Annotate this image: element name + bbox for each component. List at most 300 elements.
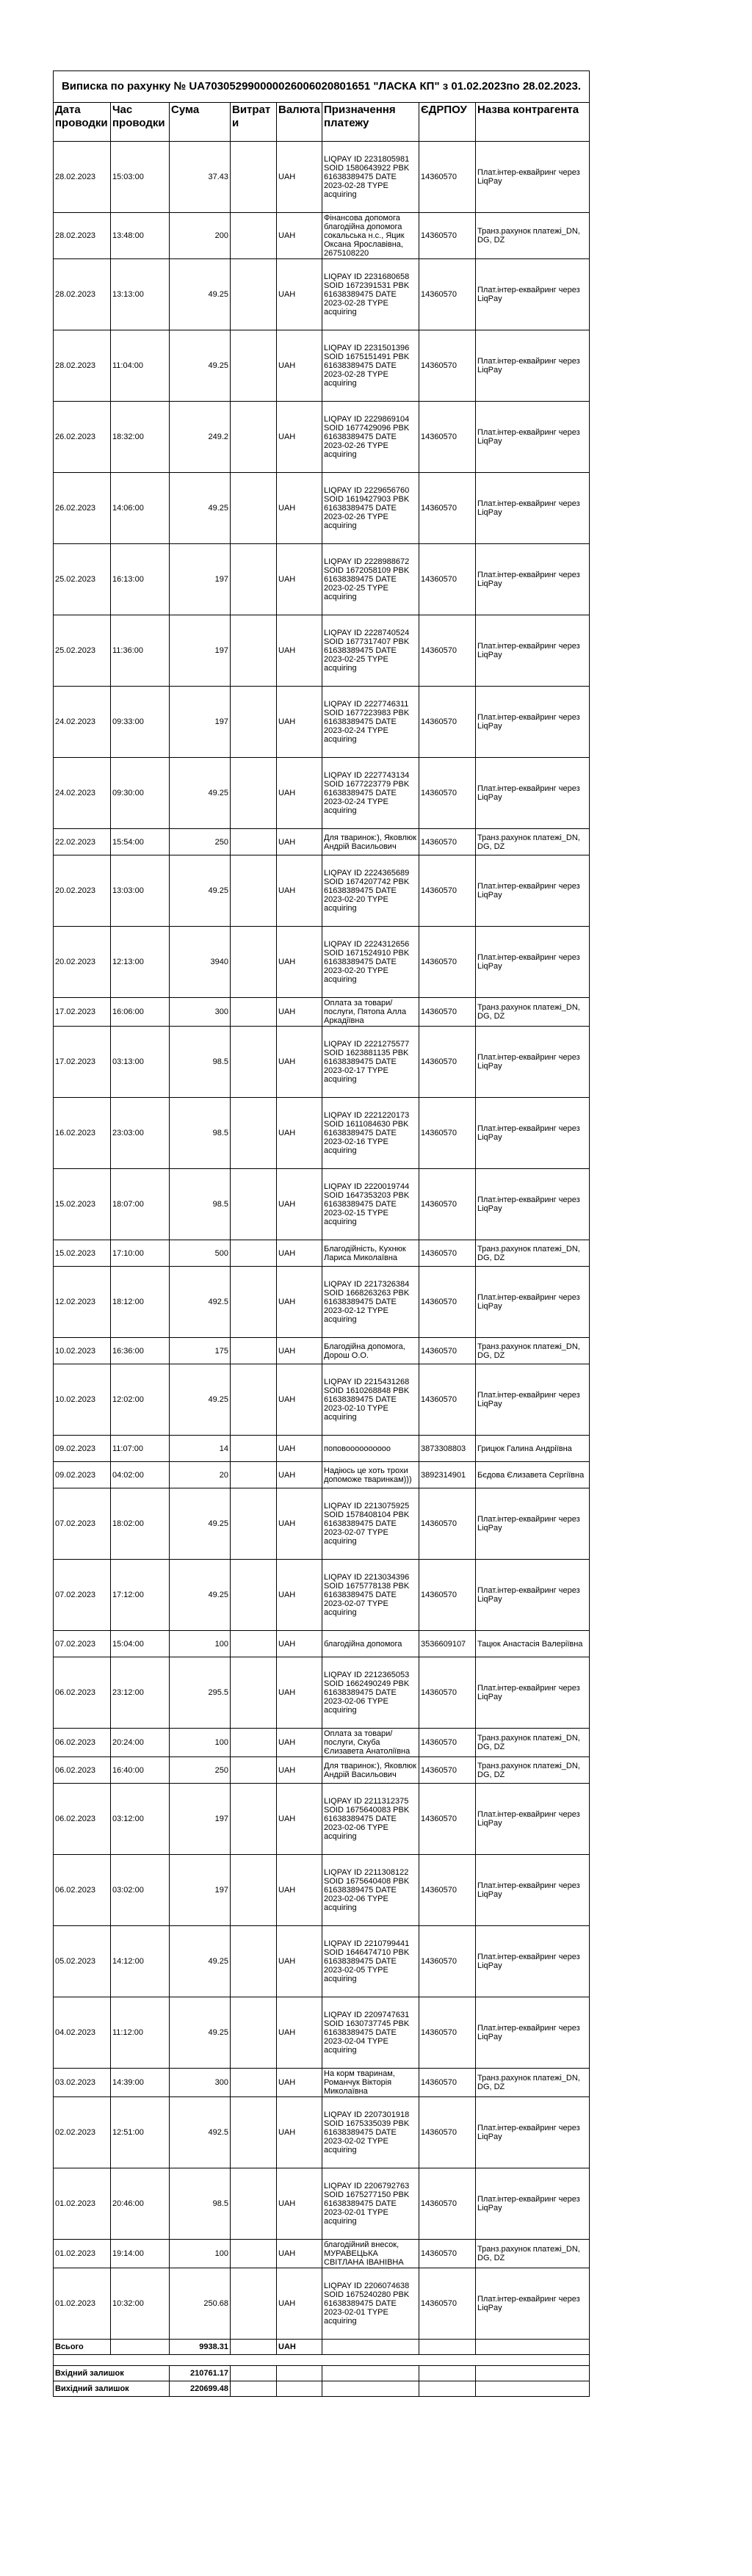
- cell-edrpou: 14360570: [419, 2069, 476, 2097]
- cell-expense: [231, 2097, 277, 2168]
- cell-edrpou: 14360570: [419, 1784, 476, 1855]
- cell-purpose: LIQPAY ID 2211312375 SOID 1675640083 PBK 61638389475 DATE 2023-02-06 TYPE acquiring: [322, 1784, 419, 1855]
- cell-time: 15:54:00: [111, 829, 170, 855]
- cell-expense: [231, 758, 277, 829]
- cell-currency: UAH: [277, 1169, 322, 1240]
- cell-time: 03:02:00: [111, 1855, 170, 1926]
- closing-balance-value: 220699.48: [170, 2381, 231, 2397]
- table-row: [54, 927, 590, 998]
- balance-empty: [476, 2366, 590, 2381]
- cell-date: 17.02.2023: [54, 998, 111, 1027]
- cell-counterparty: Плат.інтер-еквайринг через LiqPay: [476, 615, 590, 687]
- cell-purpose: LIQPAY ID 2210799441 SOID 1646474710 PBK 61638389475 DATE 2023-02-05 TYPE acquiring: [322, 1926, 419, 1997]
- cell-counterparty: Плат.інтер-еквайринг через LiqPay: [476, 544, 590, 615]
- cell-expense: [231, 402, 277, 473]
- cell-amount: 500: [170, 1240, 231, 1267]
- cell-date: 06.02.2023: [54, 1855, 111, 1926]
- col-header-currency: Валюта: [277, 103, 322, 142]
- cell-expense: [231, 330, 277, 402]
- table-row: [54, 1855, 590, 1926]
- cell-purpose: Надіюсь це хоть трохи допоможе тваринкам))): [322, 1462, 419, 1488]
- cell-amount: 197: [170, 1784, 231, 1855]
- cell-amount: 49.25: [170, 1926, 231, 1997]
- cell-expense: [231, 1997, 277, 2069]
- cell-edrpou: 14360570: [419, 1657, 476, 1729]
- cell-edrpou: 14360570: [419, 615, 476, 687]
- cell-counterparty: Плат.інтер-еквайринг через LiqPay: [476, 330, 590, 402]
- cell-date: 28.02.2023: [54, 259, 111, 330]
- cell-purpose: Благодійна допомога, Дорош О.О.: [322, 1338, 419, 1364]
- cell-time: 16:40:00: [111, 1757, 170, 1784]
- cell-expense: [231, 1027, 277, 1098]
- cell-expense: [231, 1560, 277, 1631]
- cell-time: 16:36:00: [111, 1338, 170, 1364]
- cell-time: 14:39:00: [111, 2069, 170, 2097]
- cell-counterparty: Плат.інтер-еквайринг через LiqPay: [476, 1027, 590, 1098]
- cell-counterparty: Плат.інтер-еквайринг через LiqPay: [476, 1267, 590, 1338]
- cell-currency: UAH: [277, 829, 322, 855]
- cell-edrpou: 14360570: [419, 758, 476, 829]
- cell-date: 03.02.2023: [54, 2069, 111, 2097]
- cell-edrpou: 14360570: [419, 687, 476, 758]
- cell-purpose: Фінансова допомога благодійна допомога сокальська н.с., Яцик Оксана Ярославівна, 2675108220: [322, 213, 419, 259]
- cell-expense: [231, 1338, 277, 1364]
- cell-currency: UAH: [277, 1926, 322, 1997]
- cell-expense: [231, 1364, 277, 1436]
- cell-counterparty: Бєдова Єлизавета Сергіївна: [476, 1462, 590, 1488]
- cell-time: 19:14:00: [111, 2240, 170, 2268]
- balance-empty: [419, 2366, 476, 2381]
- balance-empty: [231, 2381, 277, 2397]
- cell-time: 12:13:00: [111, 927, 170, 998]
- cell-time: 11:04:00: [111, 330, 170, 402]
- cell-edrpou: 14360570: [419, 998, 476, 1027]
- cell-edrpou: 14360570: [419, 1729, 476, 1757]
- cell-amount: 49.25: [170, 1560, 231, 1631]
- cell-date: 01.02.2023: [54, 2168, 111, 2240]
- cell-purpose: LIQPAY ID 2221275577 SOID 1623881135 PBK 61638389475 DATE 2023-02-17 TYPE acquiring: [322, 1027, 419, 1098]
- cell-edrpou: 14360570: [419, 142, 476, 213]
- cell-currency: UAH: [277, 142, 322, 213]
- cell-counterparty: Транз.рахунок платежі_DN, DG, DZ: [476, 1240, 590, 1267]
- cell-counterparty: Транз.рахунок платежі_DN, DG, DZ: [476, 1757, 590, 1784]
- cell-expense: [231, 1240, 277, 1267]
- table-row: [54, 1488, 590, 1560]
- col-header-time: Час проводки: [111, 103, 170, 142]
- cell-date: 10.02.2023: [54, 1338, 111, 1364]
- total-label: Всього: [54, 2340, 111, 2355]
- cell-date: 26.02.2023: [54, 402, 111, 473]
- cell-currency: UAH: [277, 2268, 322, 2340]
- cell-time: 16:06:00: [111, 998, 170, 1027]
- cell-amount: 100: [170, 1729, 231, 1757]
- cell-counterparty: Плат.інтер-еквайринг через LiqPay: [476, 1855, 590, 1926]
- cell-time: 17:12:00: [111, 1560, 170, 1631]
- cell-currency: UAH: [277, 1240, 322, 1267]
- cell-counterparty: Плат.інтер-еквайринг через LiqPay: [476, 2168, 590, 2240]
- cell-date: 09.02.2023: [54, 1436, 111, 1462]
- cell-time: 15:03:00: [111, 142, 170, 213]
- col-header-expense: Витрати: [231, 103, 277, 142]
- cell-currency: UAH: [277, 1364, 322, 1436]
- cell-purpose: LIQPAY ID 2209747631 SOID 1630737745 PBK 61638389475 DATE 2023-02-04 TYPE acquiring: [322, 1997, 419, 2069]
- table-row: [54, 2097, 590, 2168]
- cell-date: 15.02.2023: [54, 1169, 111, 1240]
- cell-purpose: LIQPAY ID 2213034396 SOID 1675778138 PBK 61638389475 DATE 2023-02-07 TYPE acquiring: [322, 1560, 419, 1631]
- table-row: [54, 1169, 590, 1240]
- cell-purpose: LIQPAY ID 2207301918 SOID 1675335039 PBK 61638389475 DATE 2023-02-02 TYPE acquiring: [322, 2097, 419, 2168]
- cell-purpose: LIQPAY ID 2211308122 SOID 1675640408 PBK 61638389475 DATE 2023-02-06 TYPE acquiring: [322, 1855, 419, 1926]
- cell-counterparty: Плат.інтер-еквайринг через LiqPay: [476, 1784, 590, 1855]
- cell-edrpou: 14360570: [419, 1098, 476, 1169]
- cell-date: 01.02.2023: [54, 2240, 111, 2268]
- cell-counterparty: Плат.інтер-еквайринг через LiqPay: [476, 1364, 590, 1436]
- cell-time: 03:12:00: [111, 1784, 170, 1855]
- table-row: [54, 758, 590, 829]
- cell-currency: UAH: [277, 1560, 322, 1631]
- cell-purpose: LIQPAY ID 2231501396 SOID 1675151491 PBK 61638389475 DATE 2023-02-28 TYPE acquiring: [322, 330, 419, 402]
- cell-expense: [231, 142, 277, 213]
- cell-time: 18:32:00: [111, 402, 170, 473]
- cell-time: 14:12:00: [111, 1926, 170, 1997]
- cell-currency: UAH: [277, 758, 322, 829]
- table-row: [54, 1631, 590, 1657]
- cell-date: 28.02.2023: [54, 330, 111, 402]
- cell-date: 28.02.2023: [54, 142, 111, 213]
- table-row: [54, 1784, 590, 1855]
- cell-counterparty: Плат.інтер-еквайринг через LiqPay: [476, 758, 590, 829]
- cell-currency: UAH: [277, 1462, 322, 1488]
- cell-expense: [231, 615, 277, 687]
- cell-amount: 175: [170, 1338, 231, 1364]
- balance-empty: [277, 2366, 322, 2381]
- table-row: [54, 1757, 590, 1784]
- cell-currency: UAH: [277, 615, 322, 687]
- cell-counterparty: Транз.рахунок платежі_DN, DG, DZ: [476, 2069, 590, 2097]
- cell-time: 03:13:00: [111, 1027, 170, 1098]
- balance-empty: [322, 2381, 419, 2397]
- cell-currency: UAH: [277, 1027, 322, 1098]
- cell-currency: UAH: [277, 1729, 322, 1757]
- cell-currency: UAH: [277, 1997, 322, 2069]
- cell-time: 23:12:00: [111, 1657, 170, 1729]
- total-empty: [476, 2340, 590, 2355]
- cell-amount: 197: [170, 1855, 231, 1926]
- opening-balance-label: Вхідний залишок: [54, 2366, 170, 2381]
- cell-expense: [231, 2240, 277, 2268]
- cell-expense: [231, 259, 277, 330]
- cell-edrpou: 14360570: [419, 544, 476, 615]
- total-currency: UAH: [277, 2340, 322, 2355]
- cell-amount: 14: [170, 1436, 231, 1462]
- cell-time: 18:02:00: [111, 1488, 170, 1560]
- cell-edrpou: 14360570: [419, 473, 476, 544]
- cell-edrpou: 14360570: [419, 2240, 476, 2268]
- cell-amount: 98.5: [170, 1169, 231, 1240]
- cell-purpose: Для тваринок:), Яковлюк Андрій Васильович: [322, 829, 419, 855]
- cell-edrpou: 14360570: [419, 402, 476, 473]
- cell-amount: 49.25: [170, 1997, 231, 2069]
- balance-empty: [277, 2381, 322, 2397]
- cell-time: 14:06:00: [111, 473, 170, 544]
- cell-time: 13:13:00: [111, 259, 170, 330]
- cell-amount: 20: [170, 1462, 231, 1488]
- total-amount: 9938.31: [170, 2340, 231, 2355]
- spacer-cell: [54, 2355, 590, 2366]
- total-empty: [111, 2340, 170, 2355]
- table-row: [54, 330, 590, 402]
- cell-amount: 98.5: [170, 2168, 231, 2240]
- table-row: [54, 1364, 590, 1436]
- cell-expense: [231, 927, 277, 998]
- cell-date: 06.02.2023: [54, 1784, 111, 1855]
- cell-amount: 49.25: [170, 758, 231, 829]
- cell-edrpou: 14360570: [419, 2268, 476, 2340]
- cell-currency: UAH: [277, 1098, 322, 1169]
- cell-purpose: LIQPAY ID 2227746311 SOID 1677223983 PBK 61638389475 DATE 2023-02-24 TYPE acquiring: [322, 687, 419, 758]
- cell-expense: [231, 1729, 277, 1757]
- cell-amount: 200: [170, 213, 231, 259]
- cell-purpose: LIQPAY ID 2215431268 SOID 1610268848 PBK 61638389475 DATE 2023-02-10 TYPE acquiring: [322, 1364, 419, 1436]
- cell-amount: 49.25: [170, 330, 231, 402]
- cell-amount: 49.25: [170, 1364, 231, 1436]
- cell-amount: 197: [170, 687, 231, 758]
- table-row: [54, 1560, 590, 1631]
- cell-time: 15:04:00: [111, 1631, 170, 1657]
- table-row: [54, 2240, 590, 2268]
- cell-amount: 49.25: [170, 259, 231, 330]
- col-header-edrpou: ЄДРПОУ: [419, 103, 476, 142]
- cell-time: 16:13:00: [111, 544, 170, 615]
- cell-date: 15.02.2023: [54, 1240, 111, 1267]
- cell-purpose: LIQPAY ID 2206792763 SOID 1675277150 PBK 61638389475 DATE 2023-02-01 TYPE acquiring: [322, 2168, 419, 2240]
- cell-edrpou: 14360570: [419, 927, 476, 998]
- cell-purpose: благодійний внесок, МУРАВЕЦЬКА СВІТЛАНА ІВАНІВНА: [322, 2240, 419, 2268]
- cell-time: 23:03:00: [111, 1098, 170, 1169]
- cell-date: 06.02.2023: [54, 1657, 111, 1729]
- cell-edrpou: 14360570: [419, 1027, 476, 1098]
- cell-purpose: Для тваринок:), Яковлюк Андрій Васильович: [322, 1757, 419, 1784]
- cell-purpose: На корм тваринам, Романчук Вікторія Миколаївна: [322, 2069, 419, 2097]
- cell-amount: 197: [170, 544, 231, 615]
- cell-time: 10:32:00: [111, 2268, 170, 2340]
- total-empty: [419, 2340, 476, 2355]
- cell-counterparty: Транз.рахунок платежі_DN, DG, DZ: [476, 2240, 590, 2268]
- cell-currency: UAH: [277, 1436, 322, 1462]
- table-row: [54, 687, 590, 758]
- cell-date: 10.02.2023: [54, 1364, 111, 1436]
- cell-expense: [231, 998, 277, 1027]
- cell-expense: [231, 1784, 277, 1855]
- table-row: [54, 544, 590, 615]
- cell-currency: UAH: [277, 2069, 322, 2097]
- cell-edrpou: 14360570: [419, 2168, 476, 2240]
- cell-edrpou: 14360570: [419, 1997, 476, 2069]
- table-row: [54, 1436, 590, 1462]
- cell-currency: UAH: [277, 1631, 322, 1657]
- closing-balance-label: Вихідний залишок: [54, 2381, 170, 2397]
- table-row: [54, 1997, 590, 2069]
- cell-currency: UAH: [277, 1757, 322, 1784]
- cell-counterparty: Плат.інтер-еквайринг через LiqPay: [476, 1926, 590, 1997]
- cell-time: 18:07:00: [111, 1169, 170, 1240]
- table-row: [54, 1338, 590, 1364]
- total-empty: [322, 2340, 419, 2355]
- cell-edrpou: 14360570: [419, 330, 476, 402]
- table-row: [54, 1657, 590, 1729]
- total-empty: [231, 2340, 277, 2355]
- cell-date: 06.02.2023: [54, 1729, 111, 1757]
- cell-edrpou: 3536609107: [419, 1631, 476, 1657]
- statement-title: Виписка по рахунку № UA703052990000026006020801651 "ЛАСКА КП" з 01.02.2023по 28.02.2023.: [54, 71, 590, 103]
- table-row: [54, 1098, 590, 1169]
- cell-purpose: Оплата за товари/послуги, Пятопа Алла Аркадіївна: [322, 998, 419, 1027]
- cell-expense: [231, 855, 277, 927]
- cell-purpose: поповоооооооооо: [322, 1436, 419, 1462]
- cell-time: 11:36:00: [111, 615, 170, 687]
- cell-date: 16.02.2023: [54, 1098, 111, 1169]
- cell-date: 24.02.2023: [54, 687, 111, 758]
- balance-empty: [419, 2381, 476, 2397]
- cell-date: 07.02.2023: [54, 1488, 111, 1560]
- cell-counterparty: Транз.рахунок платежі_DN, DG, DZ: [476, 1729, 590, 1757]
- cell-edrpou: 14360570: [419, 1364, 476, 1436]
- cell-counterparty: Транз.рахунок платежі_DN, DG, DZ: [476, 998, 590, 1027]
- cell-date: 12.02.2023: [54, 1267, 111, 1338]
- cell-purpose: LIQPAY ID 2228988672 SOID 1672058109 PBK 61638389475 DATE 2023-02-25 TYPE acquiring: [322, 544, 419, 615]
- table-row: [54, 2069, 590, 2097]
- cell-edrpou: 14360570: [419, 855, 476, 927]
- cell-amount: 250: [170, 1757, 231, 1784]
- cell-time: 09:30:00: [111, 758, 170, 829]
- cell-purpose: Оплата за товари/послуги, Скуба Єлизавета Анатоліївна: [322, 1729, 419, 1757]
- cell-date: 28.02.2023: [54, 213, 111, 259]
- cell-time: 13:48:00: [111, 213, 170, 259]
- cell-purpose: LIQPAY ID 2231805981 SOID 1580643922 PBK 61638389475 DATE 2023-02-28 TYPE acquiring: [322, 142, 419, 213]
- cell-expense: [231, 1657, 277, 1729]
- cell-date: 26.02.2023: [54, 473, 111, 544]
- cell-counterparty: Плат.інтер-еквайринг через LiqPay: [476, 927, 590, 998]
- cell-amount: 197: [170, 615, 231, 687]
- cell-counterparty: Плат.інтер-еквайринг через LiqPay: [476, 1997, 590, 2069]
- cell-purpose: благодійна допомога: [322, 1631, 419, 1657]
- cell-currency: UAH: [277, 1267, 322, 1338]
- cell-currency: UAH: [277, 927, 322, 998]
- table-row: [54, 1267, 590, 1338]
- cell-time: 18:12:00: [111, 1267, 170, 1338]
- cell-edrpou: 14360570: [419, 2097, 476, 2168]
- cell-currency: UAH: [277, 998, 322, 1027]
- cell-time: 04:02:00: [111, 1462, 170, 1488]
- cell-amount: 295.5: [170, 1657, 231, 1729]
- col-header-purpose: Призначення платежу: [322, 103, 419, 142]
- col-header-counterparty: Назва контрагента: [476, 103, 590, 142]
- cell-edrpou: 14360570: [419, 213, 476, 259]
- cell-expense: [231, 544, 277, 615]
- table-row: [54, 142, 590, 213]
- table-row: [54, 1027, 590, 1098]
- cell-counterparty: Плат.інтер-еквайринг через LiqPay: [476, 1488, 590, 1560]
- cell-counterparty: Тацюк Анастасія Валеріївна: [476, 1631, 590, 1657]
- cell-edrpou: 14360570: [419, 1757, 476, 1784]
- cell-expense: [231, 1631, 277, 1657]
- cell-edrpou: 14360570: [419, 1240, 476, 1267]
- cell-edrpou: 3892314901: [419, 1462, 476, 1488]
- cell-expense: [231, 473, 277, 544]
- cell-date: 01.02.2023: [54, 2268, 111, 2340]
- cell-purpose: LIQPAY ID 2228740524 SOID 1677317407 PBK 61638389475 DATE 2023-02-25 TYPE acquiring: [322, 615, 419, 687]
- cell-amount: 250.68: [170, 2268, 231, 2340]
- cell-counterparty: Транз.рахунок платежі_DN, DG, DZ: [476, 1338, 590, 1364]
- cell-amount: 100: [170, 2240, 231, 2268]
- total-row: [54, 2340, 590, 2355]
- cell-counterparty: Плат.інтер-еквайринг через LiqPay: [476, 402, 590, 473]
- cell-currency: UAH: [277, 2168, 322, 2240]
- cell-date: 06.02.2023: [54, 1757, 111, 1784]
- cell-time: 12:02:00: [111, 1364, 170, 1436]
- cell-date: 22.02.2023: [54, 829, 111, 855]
- spacer-row: [54, 2355, 590, 2366]
- cell-edrpou: 14360570: [419, 1855, 476, 1926]
- table-row: [54, 855, 590, 927]
- cell-amount: 49.25: [170, 855, 231, 927]
- table-row: [54, 473, 590, 544]
- cell-date: 25.02.2023: [54, 615, 111, 687]
- table-row: [54, 829, 590, 855]
- cell-time: 13:03:00: [111, 855, 170, 927]
- cell-amount: 492.5: [170, 2097, 231, 2168]
- cell-counterparty: Транз.рахунок платежі_DN, DG, DZ: [476, 213, 590, 259]
- table-row: [54, 402, 590, 473]
- cell-currency: UAH: [277, 213, 322, 259]
- cell-counterparty: Плат.інтер-еквайринг через LiqPay: [476, 687, 590, 758]
- cell-expense: [231, 213, 277, 259]
- table-row: [54, 1462, 590, 1488]
- cell-edrpou: 14360570: [419, 1338, 476, 1364]
- cell-expense: [231, 1436, 277, 1462]
- cell-amount: 250: [170, 829, 231, 855]
- cell-edrpou: 14360570: [419, 829, 476, 855]
- cell-time: 20:46:00: [111, 2168, 170, 2240]
- cell-currency: UAH: [277, 473, 322, 544]
- cell-counterparty: Плат.інтер-еквайринг через LiqPay: [476, 2268, 590, 2340]
- table-row: [54, 259, 590, 330]
- table-row: [54, 2168, 590, 2240]
- cell-currency: UAH: [277, 2097, 322, 2168]
- cell-counterparty: Плат.інтер-еквайринг через LiqPay: [476, 1169, 590, 1240]
- cell-amount: 98.5: [170, 1027, 231, 1098]
- cell-counterparty: Плат.інтер-еквайринг через LiqPay: [476, 142, 590, 213]
- cell-purpose: LIQPAY ID 2217326384 SOID 1668263263 PBK 61638389475 DATE 2023-02-12 TYPE acquiring: [322, 1267, 419, 1338]
- cell-currency: UAH: [277, 544, 322, 615]
- cell-time: 12:51:00: [111, 2097, 170, 2168]
- cell-purpose: LIQPAY ID 2213075925 SOID 1578408104 PBK 61638389475 DATE 2023-02-07 TYPE acquiring: [322, 1488, 419, 1560]
- cell-time: 09:33:00: [111, 687, 170, 758]
- cell-date: 20.02.2023: [54, 855, 111, 927]
- cell-purpose: LIQPAY ID 2229869104 SOID 1677429096 PBK 61638389475 DATE 2023-02-26 TYPE acquiring: [322, 402, 419, 473]
- balance-empty: [322, 2366, 419, 2381]
- cell-purpose: LIQPAY ID 2229656760 SOID 1619427903 PBK 61638389475 DATE 2023-02-26 TYPE acquiring: [322, 473, 419, 544]
- cell-date: 05.02.2023: [54, 1926, 111, 1997]
- cell-counterparty: Транз.рахунок платежі_DN, DG, DZ: [476, 829, 590, 855]
- col-header-amount: Сума: [170, 103, 231, 142]
- cell-date: 04.02.2023: [54, 1997, 111, 2069]
- cell-currency: UAH: [277, 402, 322, 473]
- cell-counterparty: Плат.інтер-еквайринг через LiqPay: [476, 259, 590, 330]
- cell-date: 17.02.2023: [54, 1027, 111, 1098]
- table-row: [54, 615, 590, 687]
- cell-expense: [231, 1462, 277, 1488]
